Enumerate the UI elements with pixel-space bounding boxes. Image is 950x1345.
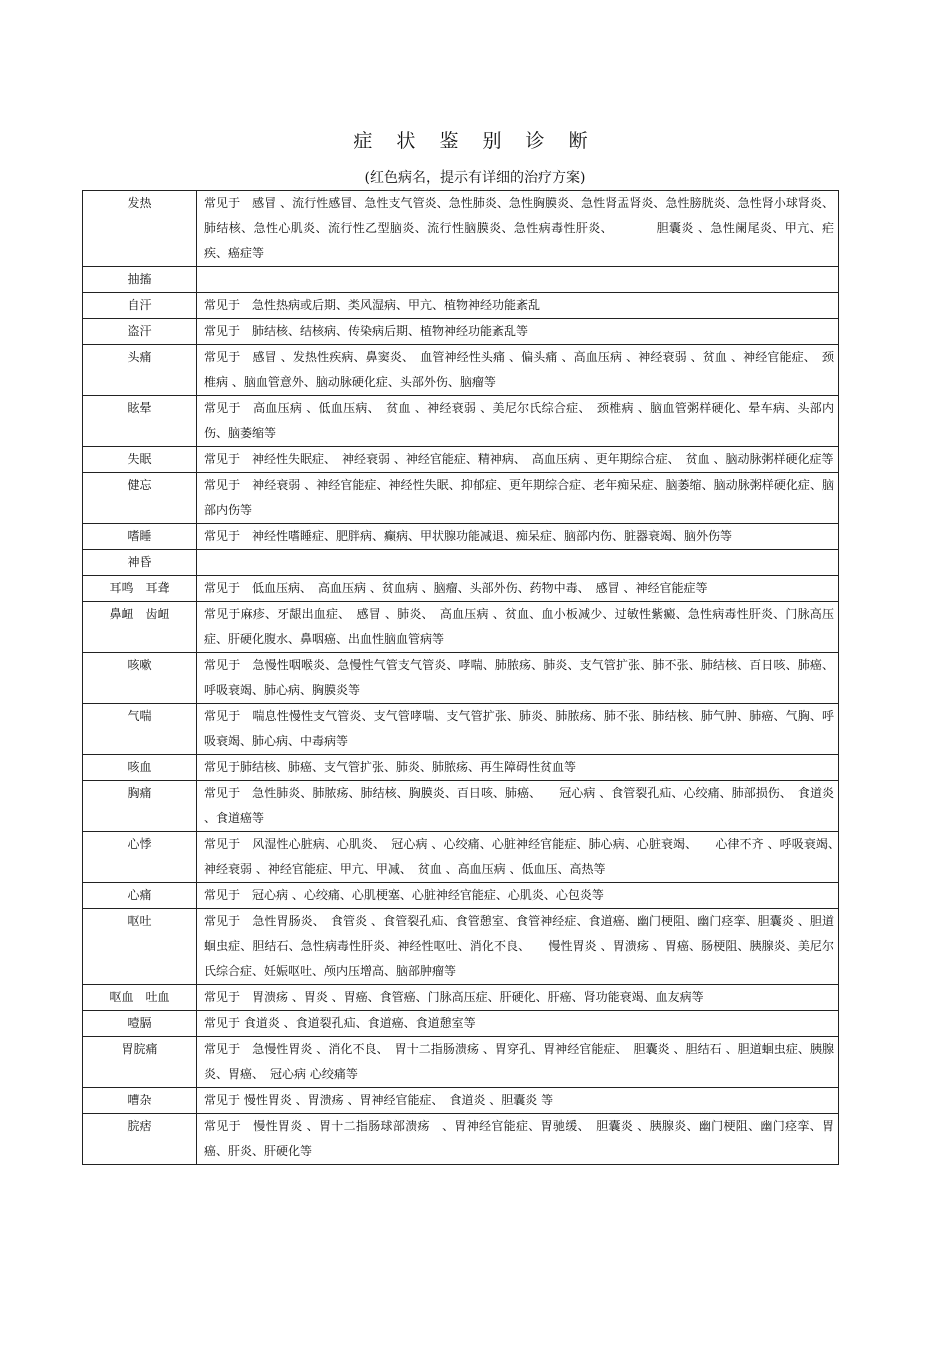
symptom-name: 头痛: [127, 350, 152, 364]
description-cell: 常见于 神经性嗜睡症、肥胖病、癫病、甲状腺功能减退、痴呆症、脑部内伤、脏器衰竭、脑外伤等: [197, 524, 839, 550]
symptom-name: 鼻衄 齿衄: [109, 607, 170, 621]
description-cell: 常见于麻疹、牙龈出血症、 感冒 、肺炎、 高血压病 、贫血、血小板减少、过敏性紫癜、急性病毒性肝炎、门脉高压症、肝硬化腹水、鼻咽癌、出血性脑血管病等: [197, 602, 839, 653]
symptom-name: 胸痛: [127, 786, 152, 800]
description-cell: 常见于 慢性胃炎 、胃十二指肠球部溃疡 、胃神经官能症、胃驰缓、 胆囊炎 、胰腺炎、幽门梗阻、幽门痉挛、胃癌、肝炎、肝硬化等: [197, 1114, 839, 1165]
symptom-cell: [83, 473, 197, 524]
description-cell: 常见于 低血压病、 高血压病 、贫血病 、脑瘤、头部外伤、药物中毒、 感冒 、神经官能症等: [197, 576, 839, 602]
table-row: [83, 319, 839, 345]
description-cell: [197, 267, 839, 293]
description-cell: 常见于 冠心病 、心绞痛、心肌梗塞、心脏神经官能症、心肌炎、心包炎等: [197, 883, 839, 909]
description-cell: 常见于 风湿性心脏病、心肌炎、 冠心病 、心绞痛、心脏神经官能症、肺心病、心脏衰竭、 心律不齐 、呼吸衰竭、 神经衰弱 、神经官能症、甲亢、甲减、 贫血 、高血压病 、低血压、高热等: [197, 832, 839, 883]
symptom-cell: [83, 909, 197, 985]
table-row: [83, 832, 839, 883]
description-cell: 常见于 肺结核、结核病、传染病后期、植物神经功能紊乱等: [197, 319, 839, 345]
symptom-name: 呕血 吐血: [109, 990, 170, 1004]
table-row: [83, 293, 839, 319]
table-row: [83, 1114, 839, 1165]
symptom-name: 耳鸣 耳聋: [109, 581, 170, 595]
description-cell: 常见于 感冒 、流行性感冒、急性支气管炎、急性肺炎、急性胸膜炎、急性肾盂肾炎、急性膀胱炎、急性肾小球肾炎、肺结核、急性心肌炎、流行性乙型脑炎、流行性脑膜炎、急性病毒性肝炎、 胆囊炎 、急性阑尾炎、甲亢、疟疾、癌症等: [197, 191, 839, 267]
table-row: [83, 473, 839, 524]
symptom-cell: [83, 832, 197, 883]
symptom-name: 抽搐: [127, 272, 152, 286]
symptom-name: 眩晕: [127, 401, 152, 415]
description-cell: 常见于 急慢性咽喉炎、急慢性气管支气管炎、哮喘、肺脓疡、肺炎、支气管扩张、肺不张、肺结核、百日咳、肺癌、呼吸衰竭、肺心病、胸膜炎等: [197, 653, 839, 704]
symptom-name: 心悸: [127, 837, 152, 851]
symptom-cell: [83, 1011, 197, 1037]
symptom-cell: [83, 883, 197, 909]
description-cell: 常见于肺结核、肺癌、支气管扩张、肺炎、肺脓疡、再生障碍性贫血等: [197, 755, 839, 781]
description-cell: 常见于 慢性胃炎 、胃溃疡 、胃神经官能症、 食道炎 、胆囊炎 等: [197, 1088, 839, 1114]
table-row: [83, 576, 839, 602]
symptom-name: 胃脘痛: [121, 1042, 158, 1056]
symptom-cell: [83, 1088, 197, 1114]
symptom-cell: [83, 319, 197, 345]
description-cell: 常见于 急性热病或后期、类风湿病、甲亢、植物神经功能紊乱: [197, 293, 839, 319]
symptom-cell: [83, 191, 197, 267]
table-row: [83, 755, 839, 781]
description-cell: 常见于 喘息性慢性支气管炎、支气管哮喘、支气管扩张、肺炎、肺脓疡、肺不张、肺结核、肺气肿、肺癌、气胸、呼吸衰竭、肺心病、中毒病等: [197, 704, 839, 755]
table-row: [83, 447, 839, 473]
symptom-cell: [83, 653, 197, 704]
symptom-cell: [83, 704, 197, 755]
table-row: [83, 602, 839, 653]
table-row: [83, 396, 839, 447]
symptom-name: 咳血: [127, 760, 152, 774]
table-row: [83, 909, 839, 985]
symptom-name: 盗汗: [127, 324, 152, 338]
symptom-cell: [83, 524, 197, 550]
table-row: [83, 345, 839, 396]
table-row: [83, 653, 839, 704]
page-subtitle: (红色病名，提示有详细的治疗方案): [364, 170, 586, 186]
page-title: 症 状 鉴 别 诊 断: [353, 130, 597, 152]
diagnosis-table-body: [83, 191, 847, 1165]
description-cell: 常见于 神经性失眠症、 神经衰弱 、神经官能症、精神病、 高血压病 、更年期综合症、 贫血 、脑动脉粥样硬化症等: [197, 447, 839, 473]
diagnosis-table: [82, 190, 847, 1165]
table-row: [83, 1088, 839, 1114]
symptom-name: 气喘: [127, 709, 152, 723]
symptom-cell: [83, 985, 197, 1011]
symptom-name: 神昏: [127, 555, 152, 569]
symptom-name: 咳嗽: [127, 658, 152, 672]
symptom-cell: [83, 267, 197, 293]
description-cell: 常见于 高血压病 、低血压病、 贫血 、神经衰弱 、美尼尔氏综合症、 颈椎病 、脑血管粥样硬化、晕车病、头部内伤、脑萎缩等: [197, 396, 839, 447]
symptom-name: 脘痞: [127, 1119, 152, 1133]
symptom-name: 发热: [127, 196, 152, 210]
description-cell: 常见于 感冒 、发热性疾病、鼻窦炎、 血管神经性头痛 、偏头痛 、高血压病 、神经衰弱 、贫血 、神经官能症、 颈椎病 、脑血管意外、脑动脉硬化症、头部外伤、脑瘤等: [197, 345, 839, 396]
symptom-name: 嘈杂: [127, 1093, 152, 1107]
table-row: [83, 550, 839, 576]
description-cell: 常见于 神经衰弱 、神经官能症、神经性失眠、抑郁症、更年期综合症、老年痴呆症、脑萎缩、脑动脉粥样硬化症、脑部内伤等: [197, 473, 839, 524]
symptom-cell: [83, 293, 197, 319]
symptom-cell: [83, 781, 197, 832]
description-cell: 常见于 急慢性胃炎 、消化不良、 胃十二指肠溃疡 、胃穿孔、胃神经官能症、 胆囊炎 、胆结石 、胆道蛔虫症、胰腺炎、胃癌、 冠心病 心绞痛等: [197, 1037, 839, 1088]
symptom-name: 健忘: [127, 478, 152, 492]
table-row: [83, 883, 839, 909]
table-row: [83, 985, 839, 1011]
symptom-name: 嗜睡: [127, 529, 152, 543]
table-row: [83, 1037, 839, 1088]
symptom-name: 呕吐: [127, 914, 152, 928]
description-cell: [197, 550, 839, 576]
description-cell: 常见于 急性肺炎、肺脓疡、肺结核、胸膜炎、百日咳、肺癌、 冠心病 、食管裂孔疝、心绞痛、肺部损伤、 食道炎 、食道癌等: [197, 781, 839, 832]
symptom-name: 噎膈: [127, 1016, 152, 1030]
symptom-cell: [83, 1037, 197, 1088]
table-row: [83, 1011, 839, 1037]
symptom-name: 自汗: [127, 298, 152, 312]
symptom-name: 失眠: [127, 452, 152, 466]
symptom-cell: [83, 550, 197, 576]
symptom-cell: [83, 755, 197, 781]
symptom-cell: [83, 602, 197, 653]
symptom-cell: [83, 1114, 197, 1165]
symptom-cell: [83, 345, 197, 396]
description-cell: 常见于 胃溃疡 、胃炎 、胃癌、食管癌、门脉高压症、肝硬化、肝癌、肾功能衰竭、血友病等: [197, 985, 839, 1011]
description-cell: 常见于 急性胃肠炎、 食管炎 、食管裂孔疝、食管憩室、食管神经症、食道癌、幽门梗阻、幽门痉挛、胆囊炎 、胆道蛔虫症、胆结石、急性病毒性肝炎、神经性呕吐、消化不良、 慢性胃炎 、胃溃疡 、胃癌、肠梗阻、胰腺炎、美尼尔氏综合症、妊娠呕吐、颅内压增高、脑部肿瘤等: [197, 909, 839, 985]
symptom-cell: [83, 576, 197, 602]
symptom-cell: [83, 396, 197, 447]
table-row: [83, 267, 839, 293]
table-row: [83, 524, 839, 550]
symptom-name: 心痛: [127, 888, 152, 902]
table-row: [83, 704, 839, 755]
symptom-cell: [83, 447, 197, 473]
description-cell: 常见于 食道炎 、食道裂孔疝、食道癌、食道憩室等: [197, 1011, 839, 1037]
table-row: [83, 191, 839, 267]
table-row: [83, 781, 839, 832]
